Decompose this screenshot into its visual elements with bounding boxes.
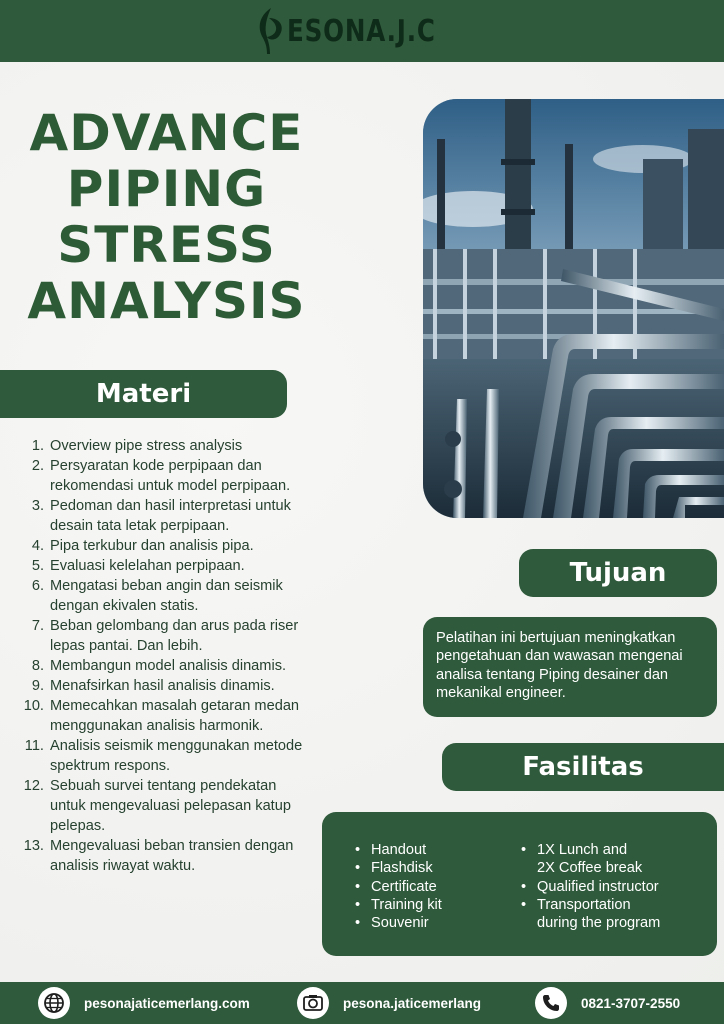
list-item: 4. Pipa terkubur dan analisis pipa.	[31, 538, 254, 554]
list-item: 12. Sebuah survei tentang pendekatan untuk mengevaluasi pelepasan katup pelepas.	[23, 778, 291, 834]
list-item: • 1X Lunch and	[521, 841, 660, 859]
list-item: 13. Mengevaluasi beban transien dengan analisis riwayat waktu.	[23, 838, 294, 874]
globe-icon	[38, 987, 70, 1019]
page-title	[0, 105, 333, 329]
list-item-continuation: during the program	[537, 915, 661, 932]
title-line-3: STRESS	[57, 216, 276, 274]
fasilitas-heading: Fasilitas	[442, 743, 724, 791]
materi-heading: Materi	[0, 370, 287, 418]
title-line-4: ANALYSIS	[27, 272, 306, 330]
list-item: • Souvenir	[355, 914, 442, 932]
list-item: 1. Overview pipe stress analysis	[31, 438, 243, 454]
list-item: • Training kit	[355, 896, 442, 914]
title-line-1: ADVANCE	[29, 104, 304, 162]
footer-phone[interactable]	[535, 987, 680, 1019]
tujuan-text: Pelatihan ini bertujuan meningkatkan pengetahuan dan wawasan mengenai analisa tentang Piping desainer dan mekanikal engineer.	[423, 617, 717, 717]
piping-illustration	[423, 99, 724, 518]
instagram-text: pesona.jaticemerlang	[343, 995, 482, 1011]
footer-website[interactable]	[38, 987, 250, 1019]
list-item: • Qualified instructor	[521, 878, 660, 896]
list-item: 8. Membangun model analisis dinamis.	[31, 658, 287, 674]
phone-icon	[535, 987, 567, 1019]
footer-instagram[interactable]	[297, 987, 481, 1019]
footer-bar	[0, 982, 724, 1024]
list-item: 10. Memecahkan masalah getaran medan menggunakan analisis harmonik.	[23, 698, 300, 734]
brand-logo	[255, 6, 468, 56]
list-item: • Handout	[355, 841, 442, 859]
header-bar	[0, 0, 724, 62]
website-text: pesonajaticemerlang.com	[84, 995, 250, 1011]
list-item: 5. Evaluasi kelelahan perpipaan.	[31, 558, 245, 574]
list-item: 9. Menafsirkan hasil analisis dinamis.	[31, 678, 275, 694]
tujuan-heading: Tujuan	[519, 549, 717, 597]
fasilitas-list-left	[355, 841, 442, 932]
list-item: • Transportation	[521, 896, 660, 914]
list-item: 7. Beban gelombang dan arus pada riser lepas pantai. Dan lebih.	[31, 618, 299, 654]
list-item: 3. Pedoman dan hasil interpretasi untuk desain tata letak perpipaan.	[31, 498, 291, 534]
fasilitas-list-right	[521, 841, 660, 932]
list-item: • Certificate	[355, 878, 442, 896]
list-item: 11. Analisis seismik menggunakan metode spektrum respons.	[24, 738, 303, 774]
camera-icon	[297, 987, 329, 1019]
leaf-p-logo-icon	[255, 6, 285, 56]
list-item-continuation: 2X Coffee break	[537, 860, 643, 877]
phone-text: 0821-3707-2550	[581, 995, 681, 1011]
industrial-piping-photo	[423, 99, 724, 518]
list-item: 2. Persyaratan kode perpipaan dan rekomendasi untuk model perpipaan.	[31, 458, 291, 494]
fasilitas-box	[322, 812, 717, 956]
title-line-2: PIPING	[66, 160, 267, 218]
materi-list	[20, 436, 310, 876]
list-item: • Flashdisk	[355, 859, 442, 877]
brand-name: ESONA.J.C	[287, 13, 437, 49]
list-item: 6. Mengatasi beban angin dan seismik dengan ekivalen statis.	[31, 578, 283, 614]
